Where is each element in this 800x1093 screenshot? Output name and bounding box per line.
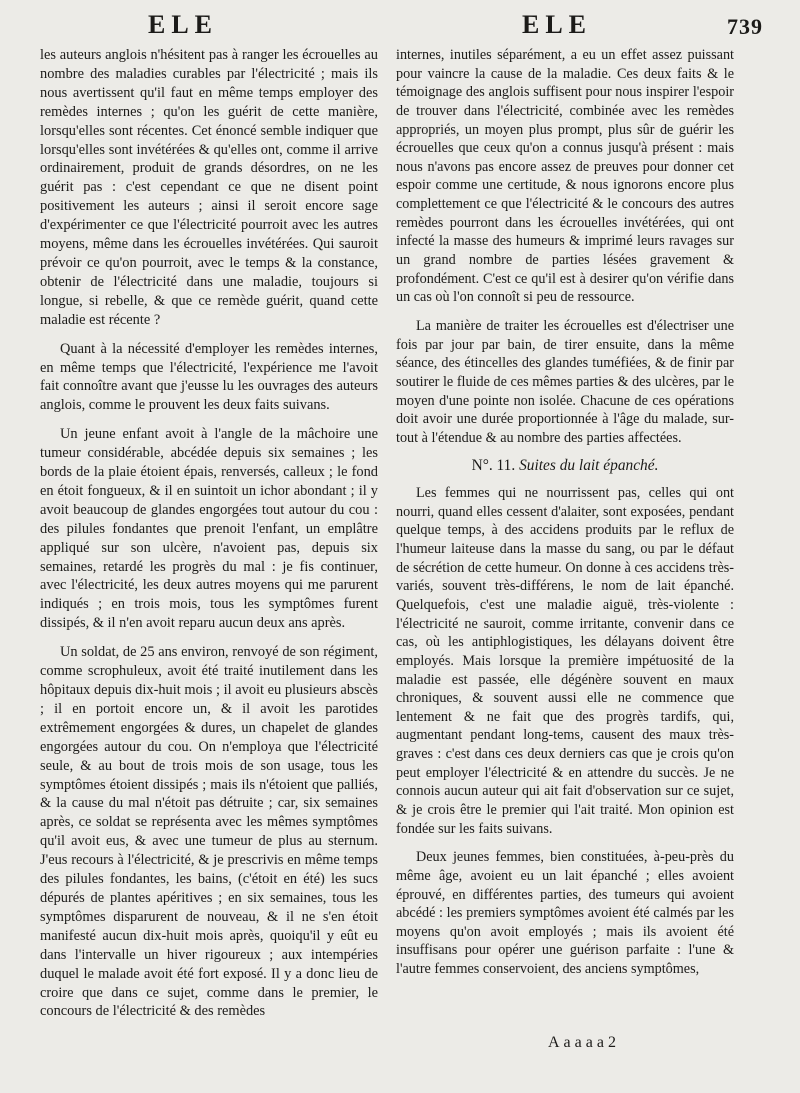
signature-mark: Aaaaa2 [548,1034,620,1051]
paragraph: Un jeune enfant avoit à l'angle de la mâchoire une tumeur considérable, abcédée depuis six semaines ; les bords de la plaie étoient épais, renversés, calleux ; le fond en étoit fongueux, & il en suintoit un ichor abondant ; il y avoit beaucoup de glandes engorgées tout autour du cou : des pilules fondantes que prenoit l'enfant, un emplâtre appliqué sur son ulcère, n'avoient pas, depuis six semaines, retardé les progrès du mal : je fis continuer, avec l'électricité, les deux autres moyens qui me parurent indiqués ; en trois mois, tous les symptômes furent dissipés, & il n'en avoit reparu aucun deux ans après. [40,426,378,632]
paragraph: internes, inutiles séparément, a eu un effet assez puissant pour vaincre la cause de la maladie. Ces deux faits & le témoignage des anglois suffisent pour nous inspirer l'espoir de trouver dans l'électricité, combinée avec les remèdes appropriés, un moyen plus prompt, plus sûr de guérir les écrouelles que ceux qu'on a connus jusqu'à présent : mais nous n'avons pas encore assez de preuves pour donner cet espoir comme une certitude, & nous ignorons encore plus complettement ce que l'électricité & le concours des autres remèdes pourront dans les écrouelles invétérées, qui ont infecté la masse des humeurs & imprimé leurs ravages sur un grand nombre de parties lésées gravement & profondément. C'est ce qu'il est à desirer qu'on vérifie dans un cas où l'on connoît si peu de ressource. [396,47,734,306]
paragraph: La manière de traiter les écrouelles est d'électriser une fois par jour par bain, de tirer ensuite, dans la même séance, des étincelles des glandes tuméfiées, & de finir par soutirer le fluide de ces mêmes parties & des ulcères, par le moyen d'une pointe non isolée. Chacune de ces opérations doit avoir une durée proportionnée à l'âge du malade, sur-tout à l'étendue & au nombre des parties affectées. [396,317,734,446]
section-number: N°. 11. [471,457,516,475]
running-header [0,10,800,44]
paragraph: Les femmes qui ne nourrissent pas, celles qui ont nourri, quand elles cessent d'alaiter, sont exposées, pendant quelque temps, à des accidens produits par le reflux de l'humeur laiteuse dans la masse du sang, ou par le défaut de sécrétion de cette humeur. On donne à ces accidens très-variés, souvent très-différens, le nom de lait épanché. Quelquefois, c'est une maladie aiguë, très-violente : l'électricité ne sauroit, comme irritante, convenir dans ce cas, où les antiphlogistiques, les délayans doivent être employés. Mais lorsque la première impétuosité de la maladie est passée, elle dégénère souvent en maux chroniques, & souvent aussi elle ne commence que lentement & ne fait que des progrès tardifs, qui, augmentant pendant long-tems, causent des maux très-graves : c'est dans ces deux derniers cas que je crois qu'on peut employer l'électricité & en attendre du succès. Je ne connois aucun auteur qui ait fait d'observation sur ce sujet, & je crois être le premier qui l'ait traité. Mon opinion est fondée sur les faits suivans. [396,485,734,837]
paragraph: Deux jeunes femmes, bien constituées, à-peu-près du même âge, avoient eu un lait épanché ; elles avoient éprouvé, en différentes parties, des tumeurs qui avoient abcédé : les premiers symptômes avoient été calmés par les moyens qu'on avoit employés ; mais ils avoient été insuffisans pour opérer une guérison parfaite : l'une & l'autre femmes conservoient, des anciens symptômes, [396,849,734,978]
left-column [40,46,378,1021]
paragraph: les auteurs anglois n'hésitent pas à ranger les écrouelles au nombre des maladies curables par l'électricité ; mais ils nous avertissent qu'il faut en même temps employer des remèdes internes ; qu'on les guérit de cette manière, lorsqu'elles sont récentes. Cet énoncé semble indiquer que lorsqu'elles sont invétérées & qu'elles ont, comme il arrive ordinairement, produit de grands désordres, on ne les guérit pas : c'est cependant ce que ne disent point positivement les auteurs ; ainsi il seroit encore sage d'expérimenter ce que l'électricité pourroit avec les autres moyens, même dans les écrouelles invétérées. Qui sauroit prévoir ce qu'on pourroit, avec le temps & la constance, obtenir de l'électricité dans une maladie, toujours si longue, si rebelle, & que ce remède guérit, quand cette maladie est récente ? [40,47,378,328]
section-heading [396,457,734,476]
paragraph: Un soldat, de 25 ans environ, renvoyé de son régiment, comme scrophuleux, avoit été traité inutilement dans les hôpitaux depuis dix-huit mois ; il avoit eu plusieurs abscès ; il en portoit encore un, & il avoit les parotides extrêmement engorgées & dures, un chapelet de glandes engorgées autour du cou. On n'employa que l'électricité seule, & au bout de trois mois de son usage, tous les symptômes étoient dissipés ; mais ils n'étoient que palliés, & la cause du mal n'étoit pas détruite ; car, six semaines après, ce soldat se représenta avec les mêmes symptômes qu'il avoit eus, & avec une tumeur de plus au sternum. J'eus recours à l'électricité, & je prescrivis en même temps des pilules fondantes, les bains, (c'étoit en été) les sucs dépurés de plantes apéritives ; en six semaines, tous les symptômes disparurent de nouveau, & il ne s'en étoit manifesté aucun dix-huit mois après, quoiqu'il y eût eu dans l'intervalle un hiver rigoureux ; aux intempéries duquel le malade avoit été fort exposé. Il y a donc lieu de croire que dans ce sujet, comme dans le premier, le concours de l'électricité & des remèdes [40,644,378,1020]
right-column [396,46,734,979]
header-right-word: ELE [522,10,593,39]
page-number: 739 [727,14,763,39]
header-left-word: ELE [148,10,219,39]
section-title: Suites du lait épanché. [519,457,659,475]
paragraph: Quant à la nécessité d'employer les remèdes internes, en même temps que l'électricité, l'expérience me l'avoit fait connoître avant que j'eusse lu les ouvrages des auteurs anglois, comme le prouvent les deux faits suivans. [40,340,378,414]
